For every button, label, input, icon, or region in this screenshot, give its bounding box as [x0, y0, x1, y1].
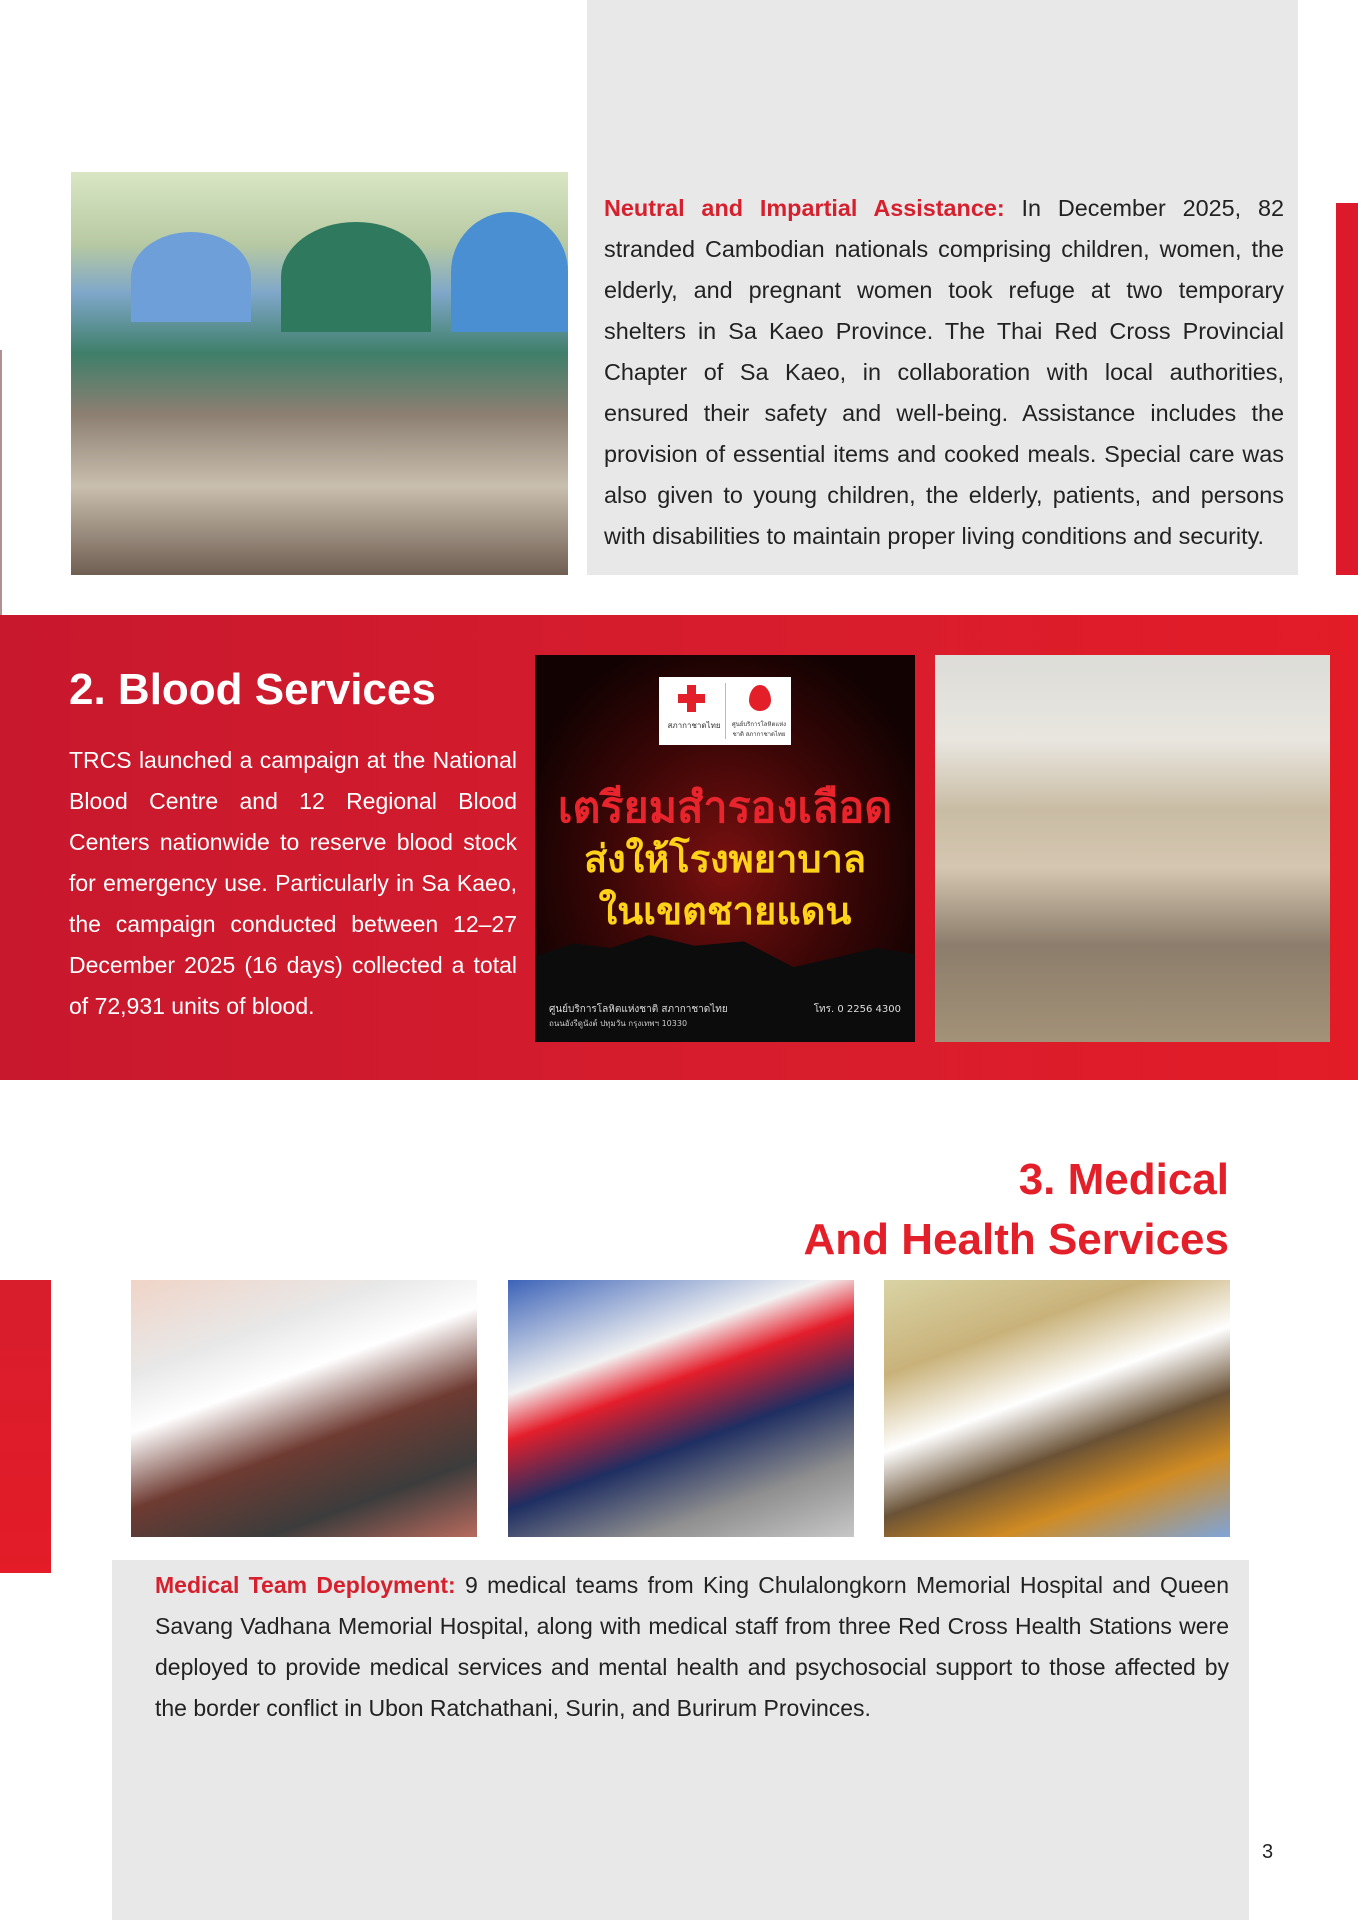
decorative-red-bar-left: [0, 1280, 51, 1573]
shelter-photo: [71, 172, 568, 575]
poster-headline-1: เตรียมสำรองเลือด: [557, 783, 893, 833]
blood-donation-photo: [935, 655, 1330, 1042]
red-cross-icon-bar: [678, 694, 705, 703]
paragraph-lead: Neutral and Impartial Assistance:: [604, 195, 1005, 221]
shelter-paragraph: [604, 188, 1284, 557]
poster-headline-2: ส่งให้โรงพยาบาล: [583, 837, 867, 881]
poster-footer-phone: โทร. 0 2256 4300: [813, 1004, 901, 1015]
section-title-blood-services: 2. Blood Services: [69, 665, 436, 714]
title-line-2: And Health Services: [803, 1215, 1229, 1264]
paragraph-body: 9 medical teams from King Chulalongkorn Memorial Hospital and Queen Savang Vadhana Memorial Hospital, along with medical staff from three Red Cross Health Stations were deployed to provide medical services and mental health and psychosocial support to those affected by the border conflict in Ubon Ratchathani, Surin, and Burirum Provinces.: [155, 1572, 1229, 1721]
medical-photo-3: [884, 1280, 1230, 1537]
blood-campaign-poster: [535, 655, 915, 1042]
page-number: 3: [1262, 1841, 1274, 1863]
tent-shape: [451, 212, 568, 332]
logo-divider: [725, 683, 726, 739]
poster-headline-3: ในเขตชายแดน: [598, 889, 852, 933]
title-line-1: 3. Medical: [1018, 1155, 1229, 1204]
poster-logo-box: [659, 677, 791, 745]
tent-shape: [131, 232, 251, 322]
medical-photo-1: [131, 1280, 477, 1537]
tent-shape: [281, 222, 431, 332]
blood-drop-icon: [749, 685, 771, 711]
blood-services-paragraph: TRCS launched a campaign at the National Blood Centre and 12 Regional Blood Centers nationwide to reserve blood stock for emergency use. Particularly in Sa Kaeo, the campaign conducted between 12–27 December 2025 (16 days) collected a total of 72,931 units of blood.: [69, 747, 517, 1019]
paragraph-lead: Medical Team Deployment:: [155, 1572, 456, 1598]
paragraph-body: In December 2025, 82 stranded Cambodian nationals comprising children, women, the elderly, and pregnant women took refuge at two temporary shelters in Sa Kaeo Province. The Thai Red Cross Provincial Chapter of Sa Kaeo, in collaboration with local authorities, ensured their safety and well-being. Assistance includes the provision of essential items and cooked meals. Special care was also given to young children, the elderly, patients, and persons with disabilities to maintain proper living conditions and security.: [604, 195, 1284, 549]
section-title-medical: [804, 1150, 1230, 1270]
medical-paragraph: [155, 1565, 1229, 1729]
decorative-red-bar: [1336, 203, 1358, 575]
medical-photo-2: [508, 1280, 854, 1537]
poster-footer-org: ศูนย์บริการโลหิตแห่งชาติ สภากาชาดไทย: [549, 1004, 728, 1015]
poster-footer-address: ถนนอังรีดูนังต์ ปทุมวัน กรุงเทพฯ 10330: [549, 1019, 688, 1028]
logo-left-text: สภากาชาดไทย: [667, 721, 721, 730]
logo-right-text: ศูนย์บริการโลหิตแห่งชาติ สภากาชาดไทย: [731, 722, 787, 738]
